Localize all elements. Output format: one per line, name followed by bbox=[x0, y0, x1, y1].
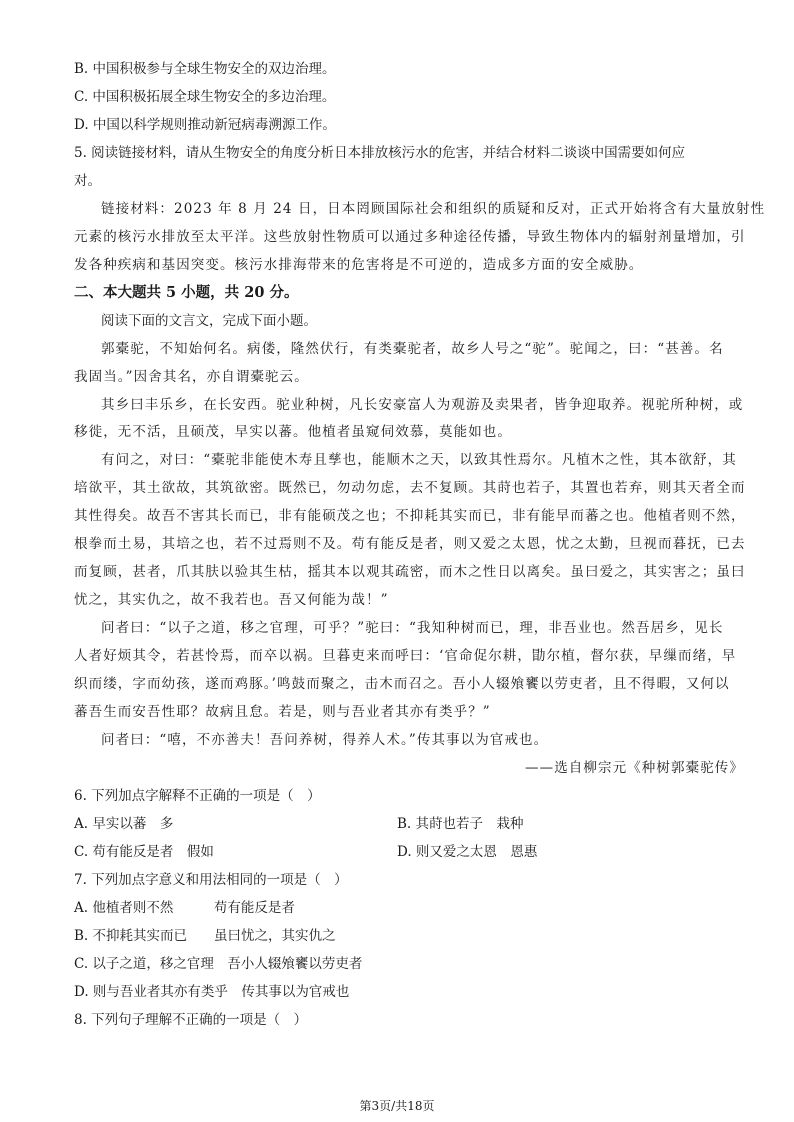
passage-line: 其乡曰丰乐乡，在长安西。驼业种树，凡长安豪富人为观游及卖果者，皆争迎取养。视驼所种树，或 bbox=[101, 397, 744, 413]
question-8-stem: 8. 下列句子理解不正确的一项是（ ） bbox=[74, 1012, 308, 1028]
passage-line: 培欲平，其土欲故，其筑欲密。既然已，勿动勿虑，去不复顾。其莳也若子，其置也若弃，则其天者全而 bbox=[74, 480, 746, 496]
passage-line: 其性得矣。故吾不害其长而已，非有能硕茂之也；不抑耗其实而已，非有能早而蕃之也。他植者则不然， bbox=[74, 508, 746, 524]
question-7-stem: 7. 下列加点字意义和用法相同的一项是（ ） bbox=[74, 872, 348, 888]
link-material-line: 链接材料：2023 年 8 月 24 日，日本罔顾国际社会和组织的质疑和反对，正式开始将含有大量放射性 bbox=[101, 201, 766, 217]
question-7-option-d: D. 则与吾业者其亦有类乎 传其事以为官戒也 bbox=[74, 984, 350, 1000]
passage-line: 移徙，无不活，且硕茂，早实以蕃。他植者虽窥伺效慕，莫能如也。 bbox=[74, 424, 512, 440]
passage-source: ——选自柳宗元《种树郭橐驼传》 bbox=[525, 760, 744, 776]
question-7-option-a: A. 他植者则不然 苟有能反是者 bbox=[74, 900, 295, 916]
question-7-option-c: C. 以子之道，移之官理 吾小人辍飧饔以劳吏者 bbox=[74, 956, 363, 972]
question-6-option-b: B. 其莳也若子 栽种 bbox=[397, 816, 524, 832]
page-footer: 第3页/共18页 bbox=[359, 1099, 435, 1113]
passage-line: 郭橐驼，不知始何名。病偻，隆然伏行，有类橐驼者，故乡人号之“驼”。驼闻之，曰：“甚善。名 bbox=[101, 341, 724, 357]
passage-line: 织而缕，字而幼孩，遂而鸡豚。’鸣鼓而聚之，击木而召之。吾小人辍飧饔以劳吏者，且不得暇，又何以 bbox=[74, 676, 730, 692]
passage-line: 问者曰：“以子之道，移之官理，可乎？”驼曰：“我知种树而已，理，非吾业也。然吾居乡，见长 bbox=[101, 620, 724, 636]
question-5-line-2: 对。 bbox=[74, 173, 101, 189]
question-6-option-c: C. 苟有能反是者 假如 bbox=[74, 844, 214, 860]
passage-line: 问者曰：“嘻，不亦善夫！吾问养树，得养人术。”传其事以为官戒也。 bbox=[101, 732, 549, 748]
passage-line: 忧之，其实仇之，故不我若也。吾又何能为哉！” bbox=[74, 592, 389, 608]
section-heading: 二、本大题共 5 小题，共 20 分。 bbox=[74, 284, 299, 301]
question-6-stem: 6. 下列加点字解释不正确的一项是（ ） bbox=[74, 788, 321, 804]
question-6-option-d: D. 则又爱之太恩 恩惠 bbox=[397, 844, 538, 860]
option-b-prev: B. 中国积极参与全球生物安全的双边治理。 bbox=[74, 61, 336, 77]
section-intro: 阅读下面的文言文，完成下面小题。 bbox=[101, 313, 317, 329]
option-c-prev: C. 中国积极拓展全球生物安全的多边治理。 bbox=[74, 89, 336, 105]
passage-line: 我固当。”因舍其名，亦自谓橐驼云。 bbox=[74, 369, 309, 385]
link-material-line: 发各种疾病和基因突变。核污水排海带来的危害将是不可逆的，造成多方面的安全威胁。 bbox=[74, 257, 644, 273]
passage-line: 有问之，对曰：“橐驼非能使木寿且孳也，能顺木之天，以致其性焉尔。凡植木之性，其本欲舒，其 bbox=[101, 452, 737, 468]
question-6-option-a: A. 早实以蕃 多 bbox=[74, 816, 174, 832]
link-material-line: 元素的核污水排放至太平洋。这些放射性物质可以通过多种途径传播，导致生物体内的辐射剂量增加，引 bbox=[74, 229, 746, 245]
passage-line: 而复顾，甚者，爪其肤以验其生枯，摇其本以观其疏密，而木之性日以离矣。虽曰爱之，其实害之；虽曰 bbox=[74, 564, 746, 580]
question-7-option-b: B. 不抑耗其实而已 虽曰忧之，其实仇之 bbox=[74, 928, 336, 944]
passage-line: 根拳而土易，其培之也，若不过焉则不及。苟有能反是者，则又爱之太恩，忧之太勤，旦视而暮抚，已去 bbox=[74, 536, 746, 552]
passage-line: 人者好烦其令，若甚怜焉，而卒以祸。旦暮吏来而呼曰：‘官命促尔耕，勖尔植，督尔获，早缫而绪，早 bbox=[74, 648, 737, 664]
option-d-prev: D. 中国以科学规则推动新冠病毒溯源工作。 bbox=[74, 117, 336, 133]
passage-line: 蕃吾生而安吾性耶？故病且怠。若是，则与吾业者其亦有类乎？” bbox=[74, 704, 491, 720]
question-5-line-1: 5. 阅读链接材料，请从生物安全的角度分析日本排放核污水的危害，并结合材料二谈谈中国需要如何应 bbox=[74, 145, 686, 161]
